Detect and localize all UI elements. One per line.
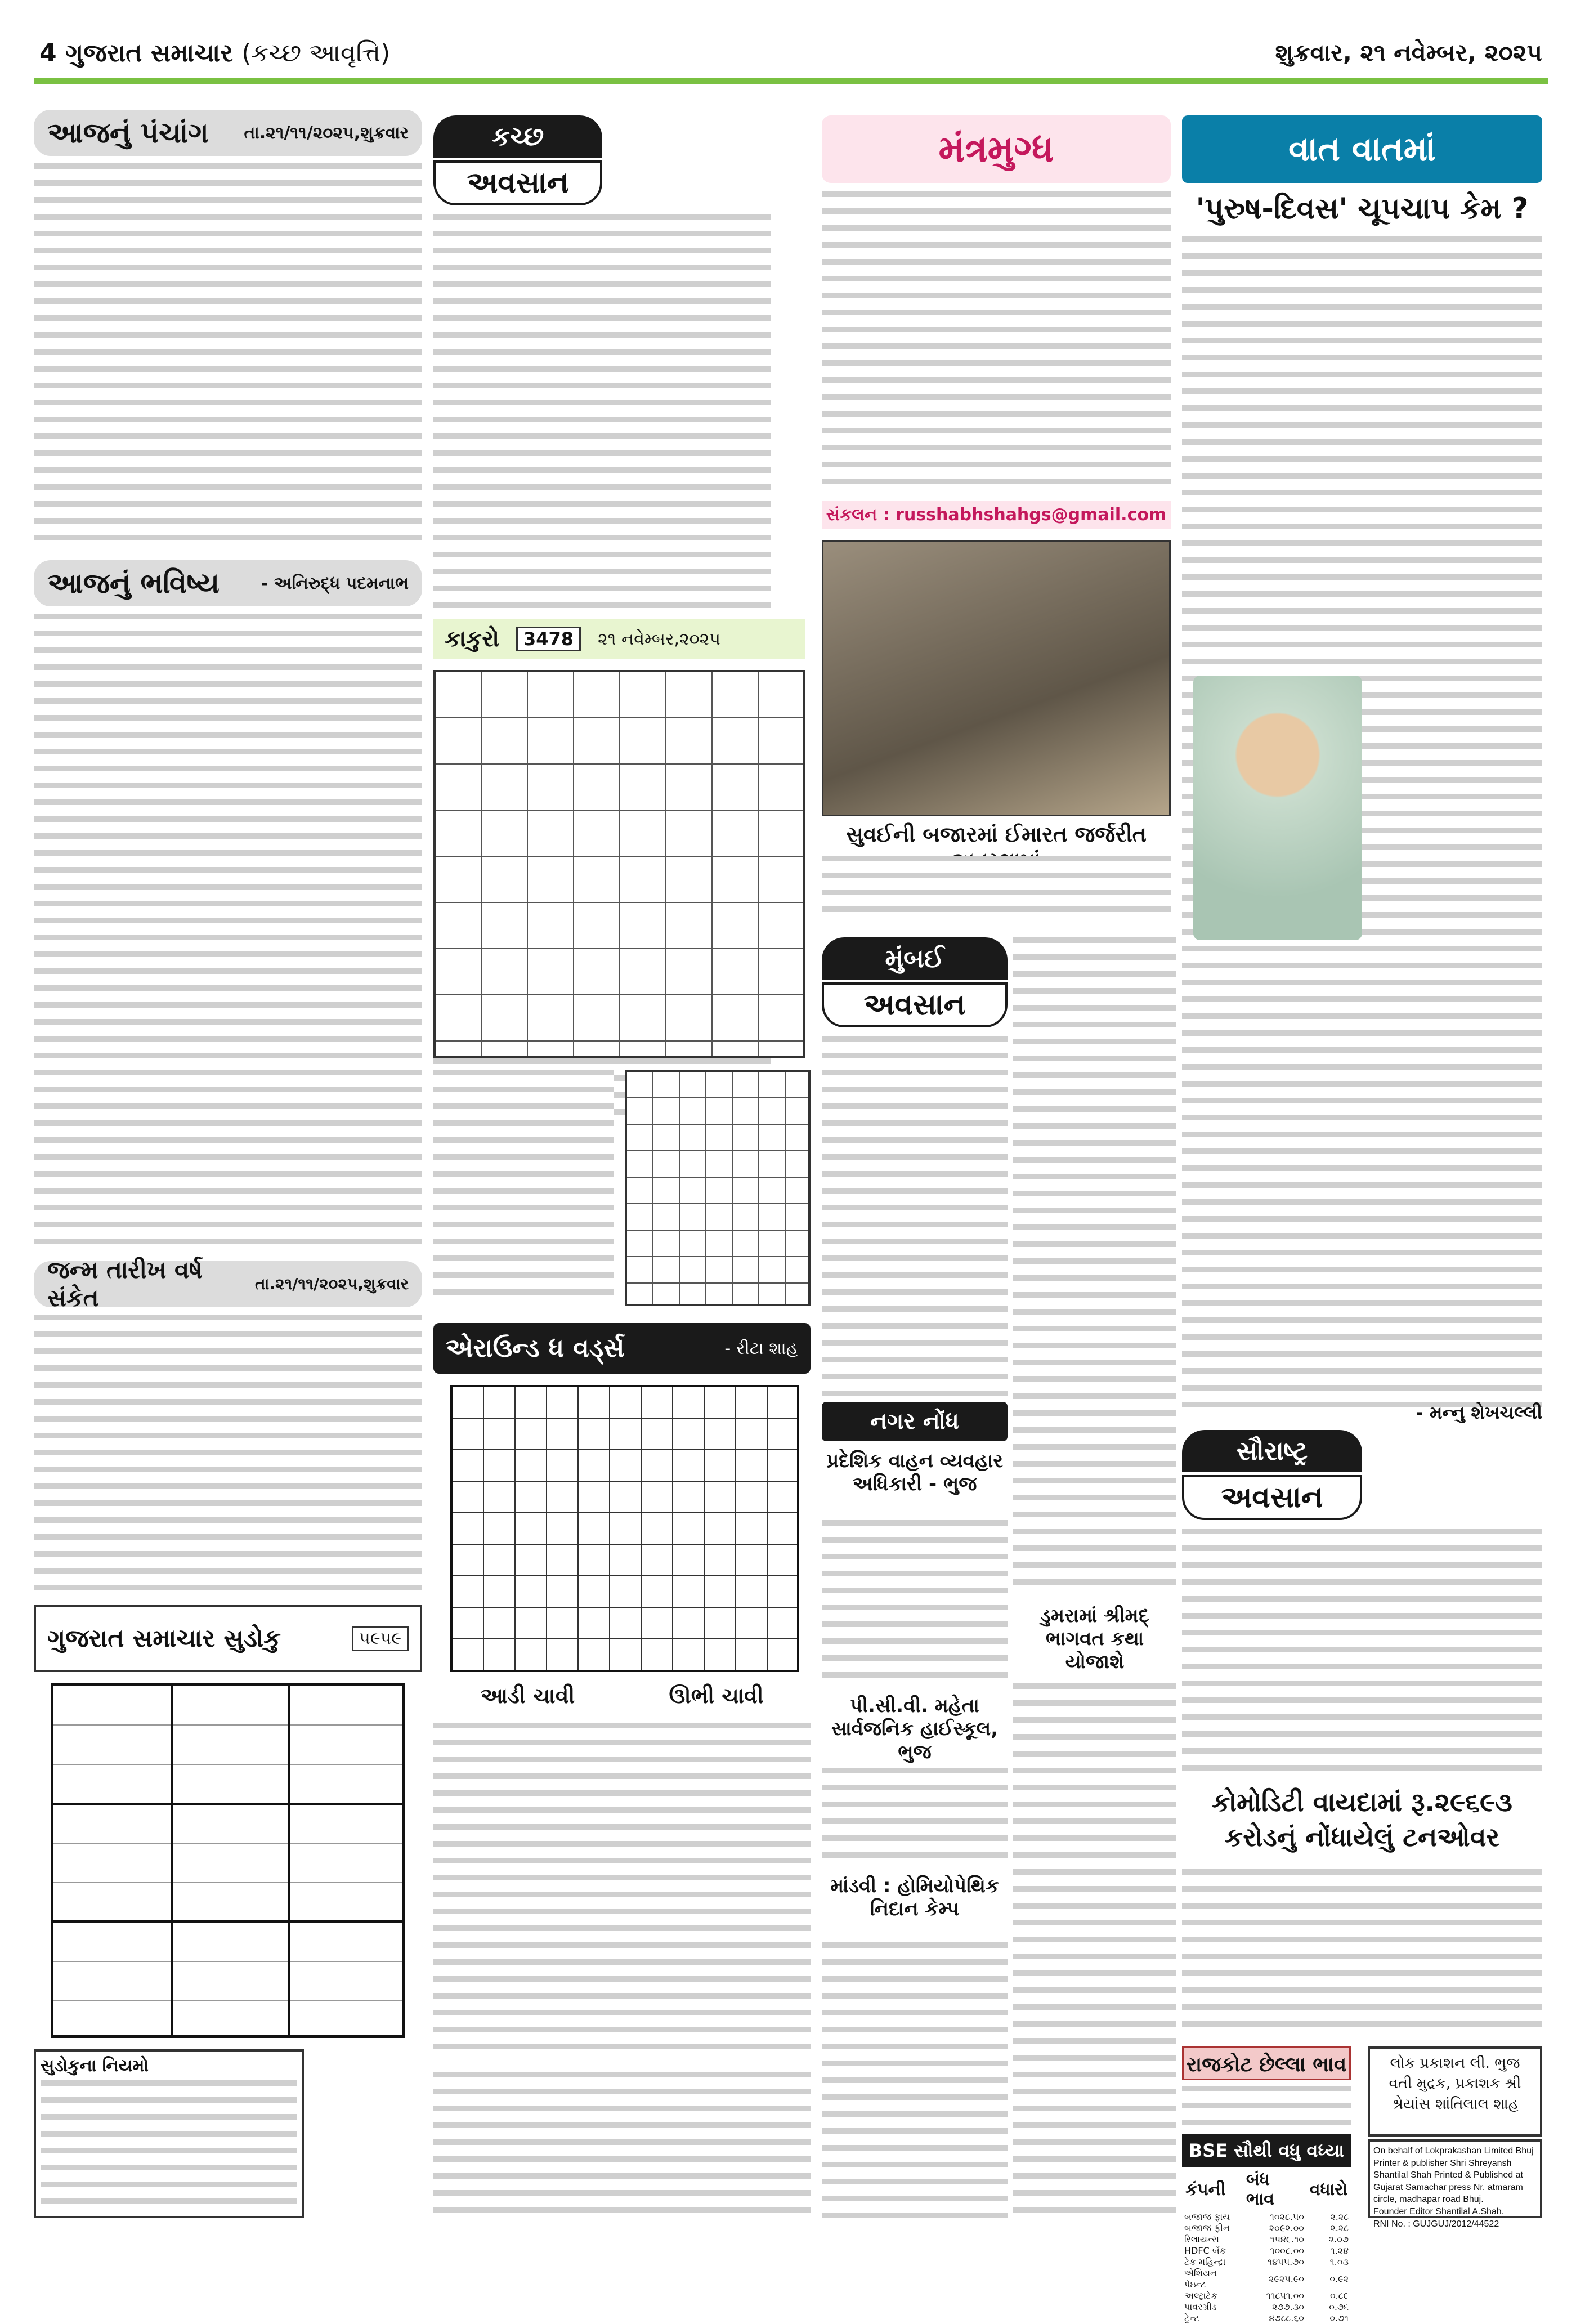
rajkot-header: રાજકોટ છેલ્લા ભાવ bbox=[1182, 2046, 1351, 2080]
photo-headline: સુવઈની બજારમાં ઈમારત જર્જરીત bbox=[846, 822, 1147, 847]
panchang-title: આજનું પંચાંગ bbox=[47, 116, 209, 149]
bse-cell: પાવરગ્રીડ bbox=[1184, 2301, 1217, 2312]
bse-cell: એશિયન પેઇન્ટ bbox=[1184, 2268, 1217, 2290]
bse-cell: ૦.૭૬ bbox=[1329, 2301, 1349, 2312]
bse-cell: રિલાયન્સ bbox=[1184, 2234, 1219, 2245]
vaat-headline: 'પુરુષ-દિવસ' ચૂપચાપ કેમ ? bbox=[1196, 192, 1529, 226]
publisher-en-text: On behalf of Lokprakashan Limited Bhuj Printer & publisher Shri Shreyansh Shantilal Shah Printed & Published at Gujarat Samachar press Nr. atmaram circle, madhapar road Bhuj. bbox=[1373, 2146, 1534, 2205]
panchang-header bbox=[34, 110, 422, 156]
nagar-text-3 bbox=[822, 1942, 1008, 2218]
bse-cell: HDFC બેંક bbox=[1184, 2245, 1226, 2256]
bse-cell: ૨.૨૮ bbox=[1330, 2211, 1349, 2222]
sudoku-rules-text bbox=[41, 2080, 297, 2210]
publisher-guj-1: લોક પ્રકાશન લી. ભુજ bbox=[1390, 2055, 1520, 2072]
rni-line: RNI No. : GUJGUJ/2012/44522 bbox=[1373, 2219, 1499, 2229]
photo-caption bbox=[822, 856, 1171, 923]
vaat-illustration bbox=[1193, 676, 1362, 940]
saurashtra-avsan-header: અવસાન bbox=[1182, 1475, 1362, 1520]
across-clues-title: આડી ચાવી bbox=[480, 1683, 575, 1708]
commodity-text bbox=[1182, 1869, 1542, 2038]
bse-rows bbox=[1182, 2211, 1351, 2324]
bse-cell: ટેક મહિન્દ્રા bbox=[1184, 2256, 1226, 2267]
kutch-avsan-header: અવસાન bbox=[433, 160, 602, 205]
sudoku-rules-title: સુડોકુના નિયમો bbox=[41, 2056, 149, 2076]
kakuro-header bbox=[433, 619, 805, 659]
saurashtra-avsan-text bbox=[1182, 1529, 1542, 1776]
kakuro-number: 3478 bbox=[516, 627, 581, 651]
bhavishya-header bbox=[34, 560, 422, 606]
kakuro-solution bbox=[625, 1070, 811, 1306]
bse-row bbox=[1182, 2268, 1351, 2290]
page-number: 4 bbox=[39, 38, 57, 68]
publisher-en bbox=[1368, 2139, 1542, 2229]
mumbai-avsan-text bbox=[822, 1036, 1008, 1396]
bse-row bbox=[1182, 2301, 1351, 2313]
down-clues-title: ઊભી ચાવી bbox=[669, 1683, 764, 1708]
kakuro-title: કાકુરો bbox=[445, 626, 499, 652]
bse-table bbox=[1182, 2167, 1351, 2323]
crossword-grid bbox=[450, 1385, 799, 1672]
market-photo bbox=[822, 540, 1171, 816]
bse-cell: ૪૭૮૮.૬૦ bbox=[1269, 2313, 1304, 2323]
publisher-guj bbox=[1368, 2046, 1542, 2137]
kutchi-bhatiya-text bbox=[1013, 937, 1176, 1596]
mantra-title: મંત્રમુગ્ધ bbox=[938, 127, 1054, 171]
mumbai-avsan-header: અવસાન bbox=[822, 982, 1008, 1027]
janma-header bbox=[34, 1256, 422, 1312]
rto-headline: પ્રદેશિક વાહન વ્યવહાર અધિકારી - ભુજ bbox=[826, 1450, 1003, 1495]
saurashtra-header: સૌરાષ્ટ્ર bbox=[1182, 1430, 1362, 1472]
bse-cell: ૧૧૮૫૧.૦૦ bbox=[1266, 2290, 1304, 2301]
panchang-date: તા.૨૧/૧૧/૨૦૨૫,શુક્રવાર bbox=[244, 123, 409, 143]
masthead bbox=[34, 28, 1548, 84]
school-headline: પી.સી.વી. મહેતા સાર્વજનિક હાઈસ્કૂલ, ભુજ bbox=[831, 1695, 999, 1763]
nagar-text-2 bbox=[822, 1768, 1008, 1869]
clue-headers bbox=[433, 1683, 811, 1717]
crossword-answers bbox=[433, 2072, 811, 2218]
rashifal-text bbox=[34, 614, 422, 1255]
paper-name: ગુજરાત સમાચાર bbox=[65, 38, 233, 68]
mantra-contact: સંકલન : russhabhshahgs@gmail.com bbox=[822, 501, 1171, 529]
vaat-header bbox=[1182, 115, 1542, 183]
janma-text bbox=[34, 1315, 422, 1596]
bse-header: BSE સૌથી વધુ વધ્યા bbox=[1182, 2134, 1351, 2167]
bse-cell: ૨૭૭.૩૦ bbox=[1271, 2301, 1304, 2312]
bse-cell: ૧૦૦૮.૦૦ bbox=[1270, 2245, 1304, 2256]
bse-cell: ૨૯૨૫.૯૦ bbox=[1268, 2273, 1304, 2284]
mantra-header bbox=[822, 115, 1171, 183]
sudoku-number: ૫૯૫૯ bbox=[352, 1626, 409, 1651]
publisher-guj-3: શ્રેયાંસ શાંતિલાલ શાહ bbox=[1391, 2095, 1519, 2113]
bse-row bbox=[1182, 2313, 1351, 2324]
bse-col-company: કંપની bbox=[1185, 2179, 1226, 2200]
bse-cell: ૨૦૯૨.૦૦ bbox=[1269, 2223, 1304, 2233]
bse-cell: ૨.૦૭ bbox=[1328, 2234, 1349, 2245]
bse-col-change: વધારો bbox=[1309, 2179, 1347, 2200]
kutch-header: કચ્છ bbox=[433, 115, 602, 158]
around-author: - રીટા શાહ bbox=[724, 1338, 798, 1358]
clues-text bbox=[433, 1723, 811, 2061]
publisher-guj-2: વતી મુદ્રક, પ્રકાશક શ્રી bbox=[1389, 2075, 1521, 2093]
kakuro-date: ૨૧ નવેમ્બર,૨૦૨૫ bbox=[598, 629, 720, 649]
sudoku-title: ગુજરાત સમાચાર સુડોકુ bbox=[47, 1624, 281, 1653]
vaat-title: વાત વાતમાં bbox=[1288, 129, 1436, 169]
bse-cell: ટ્રેન્ટ bbox=[1184, 2313, 1199, 2323]
kakuro-grid bbox=[433, 670, 805, 1058]
issue-date: શુક્રવાર, ૨૧ નવેમ્બર, ૨૦૨૫ bbox=[1275, 39, 1542, 66]
katha-text bbox=[1013, 1683, 1176, 2218]
nagar-header: નગર નોંધ bbox=[822, 1402, 1008, 1441]
around-header bbox=[433, 1323, 811, 1374]
vaat-author: - મન્નુ શેખચલ્લી bbox=[1416, 1402, 1542, 1423]
bse-cell: બજાજ ફીન bbox=[1184, 2223, 1230, 2233]
bse-row bbox=[1182, 2211, 1351, 2223]
commodity-headline-1: કોમોડિટી વાયદામાં રૂ.૨૯૬૯૩ bbox=[1212, 1787, 1512, 1817]
bse-cell: ૨.૨૮ bbox=[1330, 2223, 1349, 2233]
katha-headline: ડુમરામાં શ્રીમદ્ ભાગવત કથા યોજાશે bbox=[1040, 1605, 1149, 1673]
bse-cell: ૧.૨૪ bbox=[1330, 2245, 1349, 2256]
founder-line: Founder Editor Shantilal A.Shah. bbox=[1373, 2206, 1505, 2216]
bse-cell: ૧.૦૩ bbox=[1329, 2256, 1349, 2267]
nagar-text-1 bbox=[822, 1520, 1008, 1689]
commodity-headline-2: કરોડનું નોંધાયેલું ટનઓવર bbox=[1224, 1822, 1500, 1853]
commodity-headline bbox=[1182, 1785, 1542, 1858]
bse-cell: અલ્ટ્રાટેક bbox=[1184, 2290, 1218, 2301]
sudoku-grid bbox=[51, 1683, 405, 2038]
janma-title: જન્મ તારીખ વર્ષ સંકેત bbox=[47, 1256, 203, 1312]
sudoku-rules bbox=[34, 2049, 304, 2218]
bse-cell: ૦.૯૨ bbox=[1329, 2273, 1349, 2284]
bse-row bbox=[1182, 2256, 1351, 2268]
janma-date: તા.૨૧/૧૧/૨૦૨૫,શુક્રવાર bbox=[254, 1275, 409, 1293]
bse-cell: ૧૫૪૯.૧૦ bbox=[1270, 2234, 1304, 2245]
rajkot-prices bbox=[1182, 2086, 1351, 2125]
bse-row bbox=[1182, 2245, 1351, 2256]
around-title: એરાઉન્ડ ધ વર્ડ્સ bbox=[446, 1333, 625, 1363]
kakuro-rules bbox=[433, 1070, 614, 1306]
bse-row bbox=[1182, 2290, 1351, 2301]
bse-cell: ૦.૭૧ bbox=[1329, 2313, 1349, 2323]
bse-cell: ૧૦૨૮.૫૦ bbox=[1270, 2211, 1304, 2222]
bse-cell: બજાજ ફાય bbox=[1184, 2211, 1230, 2222]
bse-cell: ૧૪૫૫.૭૦ bbox=[1268, 2256, 1304, 2267]
mumbai-header: મુંબઈ bbox=[822, 937, 1008, 980]
camp-headline: માંડવી : હોમિયોપેથિક નિદાન કેમ્પ bbox=[830, 1875, 999, 1920]
bhavishya-author: - અનિરુદ્ધ પદમનાભ bbox=[261, 573, 409, 593]
panchang-text bbox=[34, 163, 422, 552]
sudoku-header bbox=[34, 1605, 422, 1672]
bse-row bbox=[1182, 2223, 1351, 2234]
edition: (કચ્છ આવૃત્તિ) bbox=[241, 38, 391, 68]
mantra-text bbox=[822, 191, 1171, 495]
bse-cell: ૦.૮૯ bbox=[1330, 2290, 1349, 2301]
bhavishya-title: આજનું ભવિષ્ય bbox=[47, 566, 220, 600]
bse-col-close: બંધ ભાવ bbox=[1246, 2170, 1274, 2209]
bse-row bbox=[1182, 2234, 1351, 2245]
